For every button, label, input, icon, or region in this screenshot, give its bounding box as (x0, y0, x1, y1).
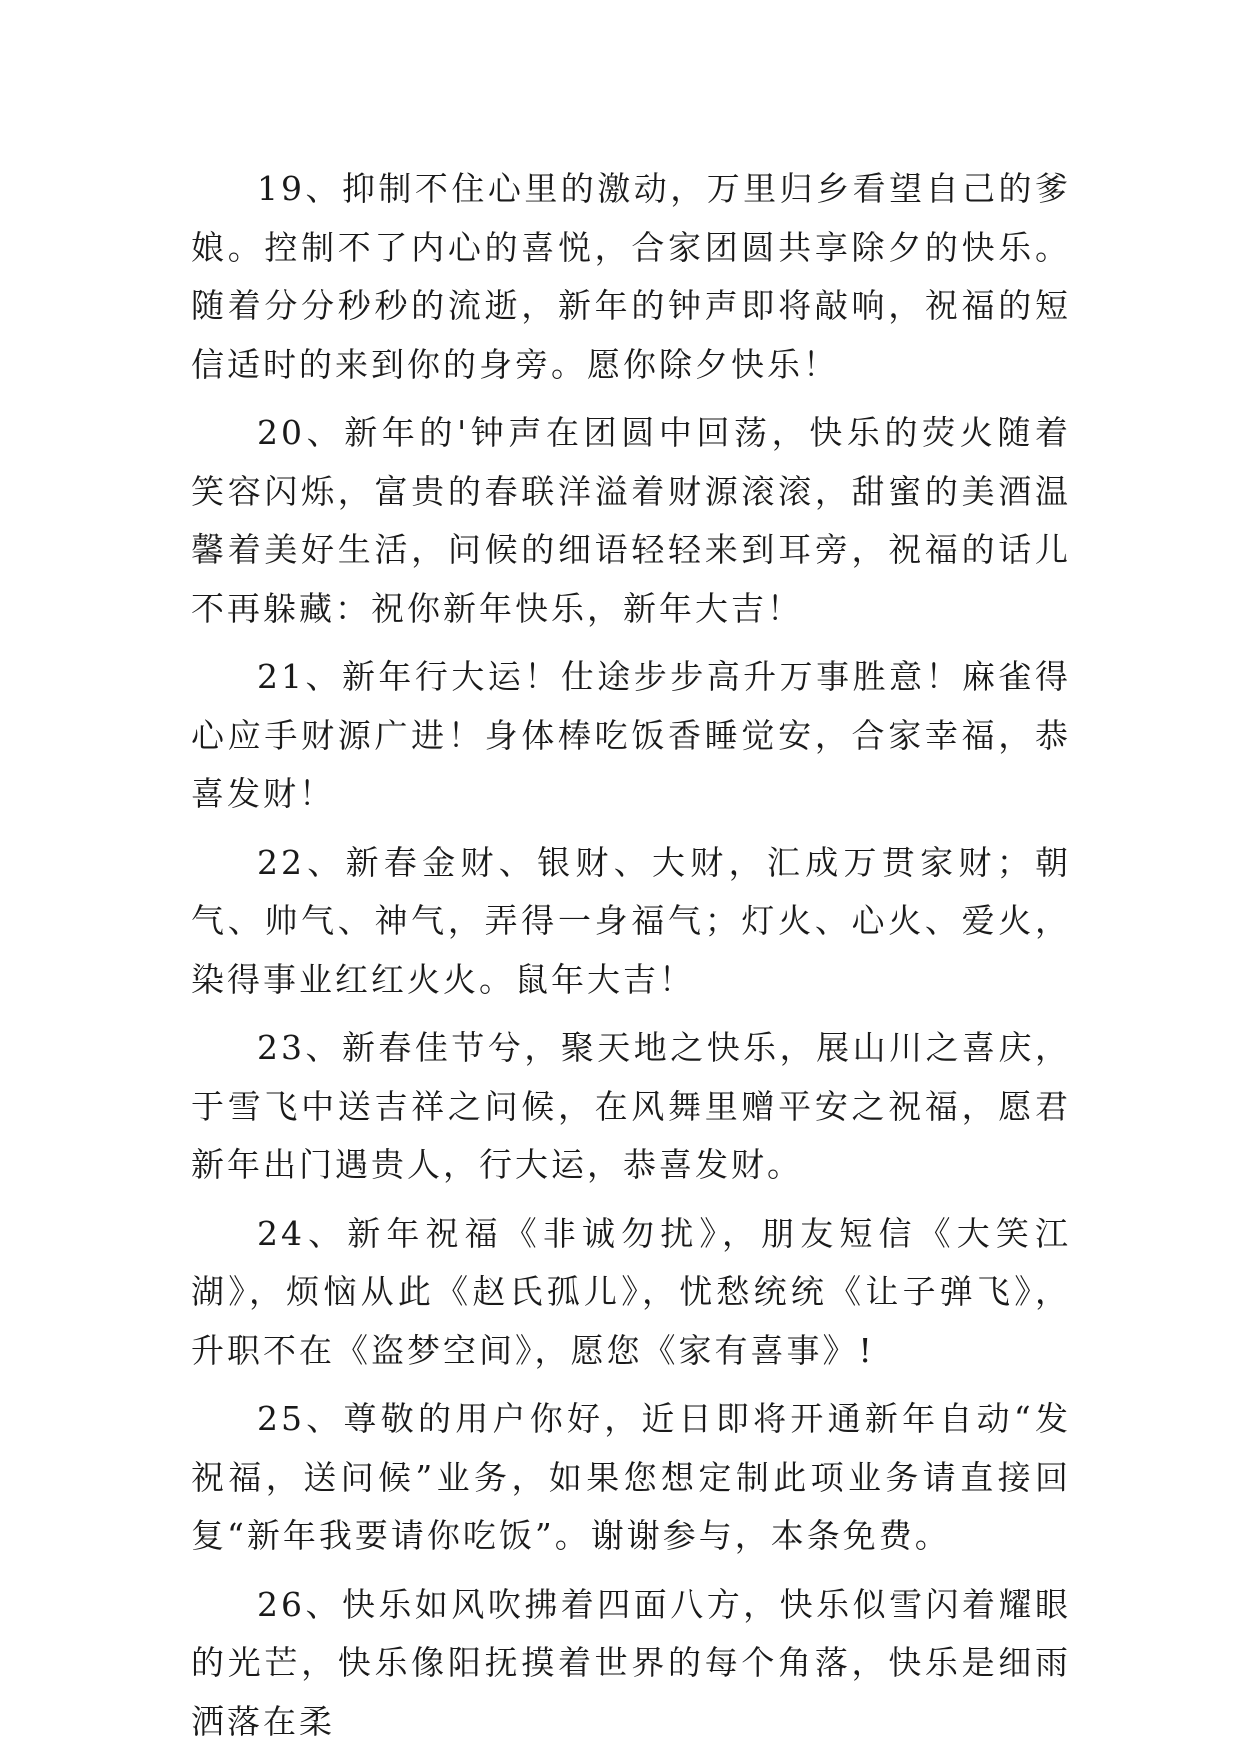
paragraph-23: 23、新春佳节兮，聚天地之快乐，展山川之喜庆，于雪飞中送吉祥之问候，在风舞里赠平安之祝福，愿君新年出门遇贵人，行大运，恭喜发财。 (191, 1028, 1071, 1184)
paragraph-21: 21、新年行大运！仕途步步高升万事胜意！麻雀得心应手财源广进！身体棒吃饭香睡觉安，合家幸福，恭喜发财！ (191, 657, 1071, 813)
paragraph-19: 19、抑制不住心里的激动，万里归乡看望自己的爹娘。控制不了内心的喜悦，合家团圆共享除夕的快乐。随着分分秒秒的流逝，新年的钟声即将敲响，祝福的短信适时的来到你的身旁。愿你除夕快乐！ (191, 169, 1071, 384)
document-body (191, 160, 1071, 1761)
paragraph-22: 22、新春金财、银财、大财，汇成万贯家财；朝气、帅气、神气，弄得一身福气；灯火、心火、爱火，染得事业红红火火。鼠年大吉！ (191, 842, 1071, 999)
paragraph-25: 25、尊敬的用户你好，近日即将开通新年自动“发祝福，送问候”业务，如果您想定制此项业务请直接回复“新年我要请你吃饭”。谢谢参与，本条免费。 (191, 1399, 1071, 1555)
paragraph-24: 24、新年祝福《非诚勿扰》，朋友短信《大笑江湖》，烦恼从此《赵氏孤儿》，忧愁统统《让子弹飞》，升职不在《盗梦空间》，愿您《家有喜事》! (191, 1213, 1071, 1370)
paragraph-20: 20、新年的'钟声在团圆中回荡，快乐的荧火随着笑容闪烁，富贵的春联洋溢着财源滚滚，甜蜜的美酒温馨着美好生活，问候的细语轻轻来到耳旁，祝福的话儿不再躲藏：祝你新年快乐，新年大吉！ (191, 413, 1071, 628)
paragraph-26: 26、快乐如风吹拂着四面八方，快乐似雪闪着耀眼的光芒，快乐像阳抚摸着世界的每个角落，快乐是细雨洒落在柔 (191, 1584, 1071, 1741)
